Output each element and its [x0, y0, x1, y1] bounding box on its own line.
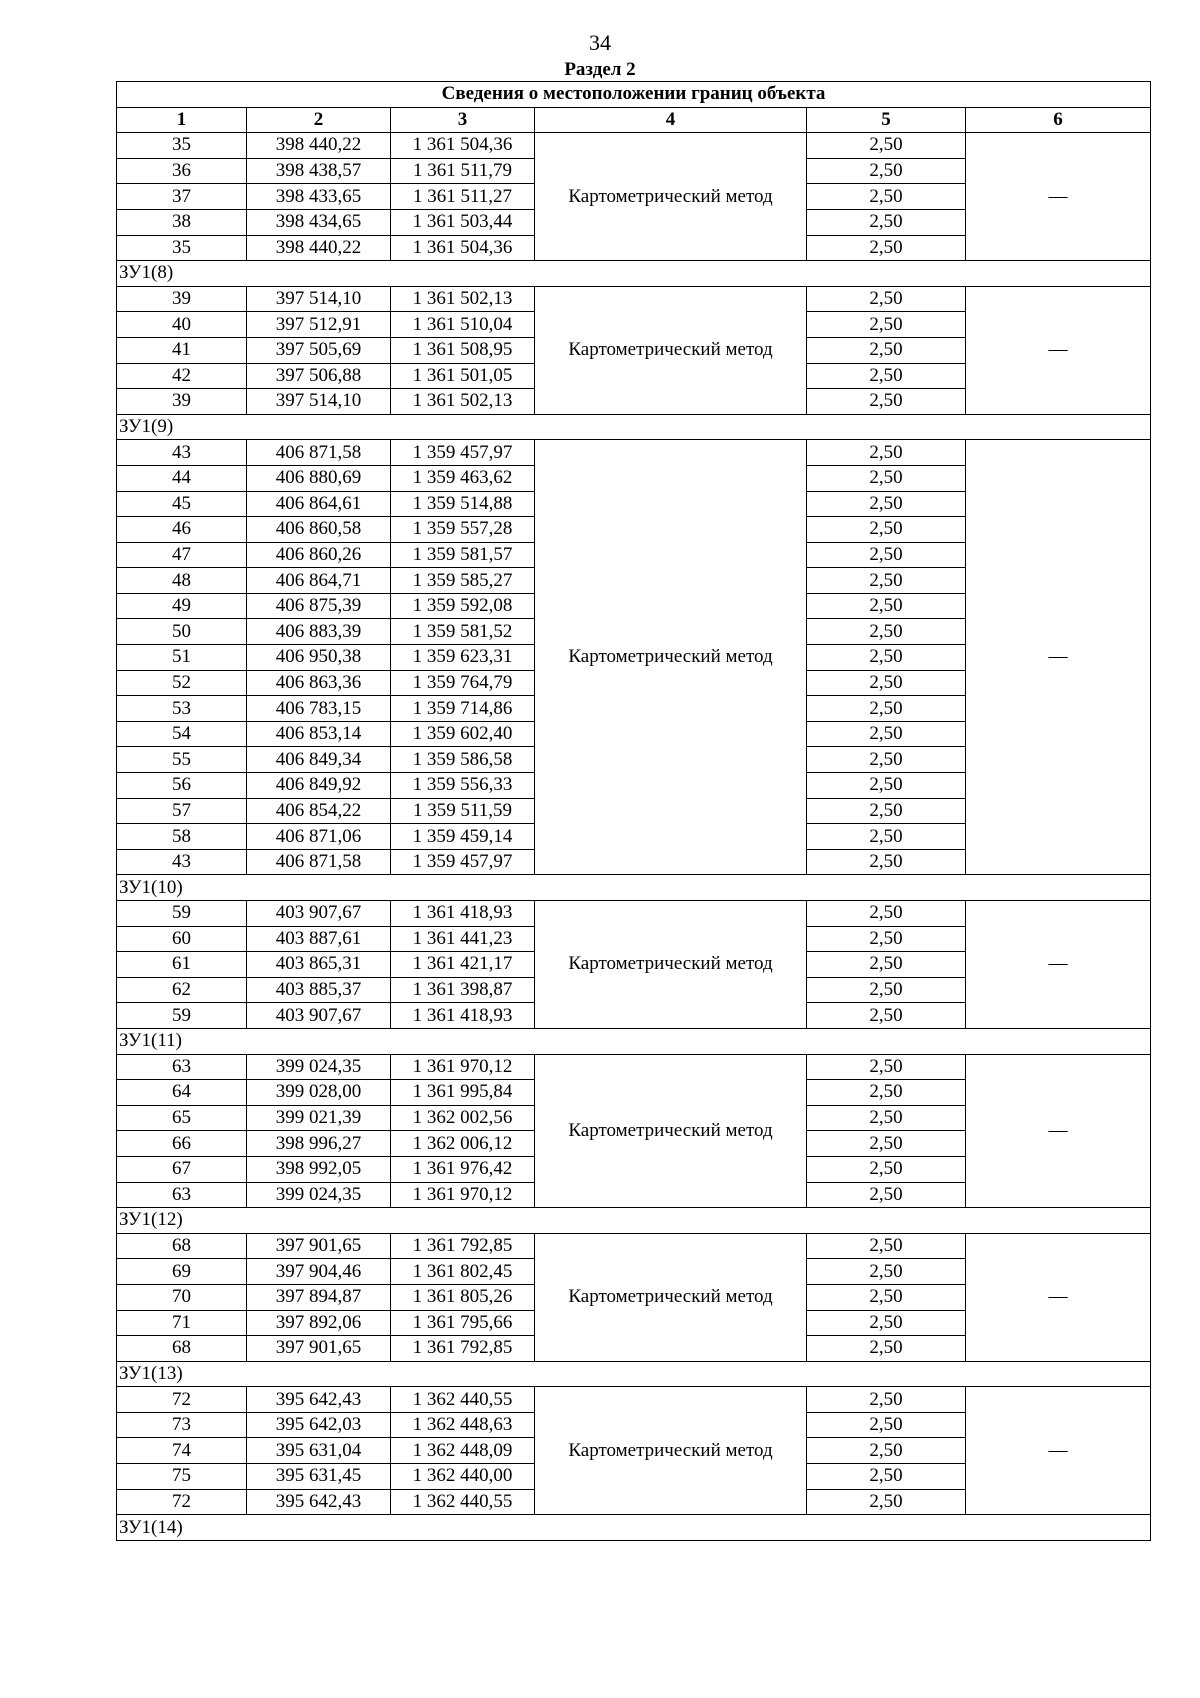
x-coordinate-cell: 397 904,46 — [247, 1259, 391, 1285]
accuracy-cell: 2,50 — [807, 1105, 966, 1131]
x-coordinate-cell: 406 871,58 — [247, 440, 391, 466]
table-caption: Сведения о местоположении границ объекта — [117, 82, 1151, 108]
point-number-cell: 35 — [117, 133, 247, 159]
column-number: 2 — [247, 107, 391, 133]
accuracy-cell: 2,50 — [807, 286, 966, 312]
column-number: 6 — [966, 107, 1151, 133]
x-coordinate-cell: 403 907,67 — [247, 1003, 391, 1029]
accuracy-cell: 2,50 — [807, 901, 966, 927]
x-coordinate-cell: 398 433,65 — [247, 184, 391, 210]
point-number-cell: 48 — [117, 568, 247, 594]
y-coordinate-cell: 1 362 448,63 — [391, 1412, 535, 1438]
accuracy-cell: 2,50 — [807, 1054, 966, 1080]
y-coordinate-cell: 1 361 976,42 — [391, 1156, 535, 1182]
accuracy-cell: 2,50 — [807, 773, 966, 799]
accuracy-cell: 2,50 — [807, 1438, 966, 1464]
accuracy-cell: 2,50 — [807, 312, 966, 338]
accuracy-cell: 2,50 — [807, 670, 966, 696]
point-number-cell: 46 — [117, 517, 247, 543]
point-number-cell: 49 — [117, 593, 247, 619]
accuracy-cell: 2,50 — [807, 1336, 966, 1362]
x-coordinate-cell: 398 438,57 — [247, 158, 391, 184]
accuracy-cell: 2,50 — [807, 184, 966, 210]
x-coordinate-cell: 397 514,10 — [247, 286, 391, 312]
group-label-row — [117, 261, 1151, 287]
note-cell: — — [966, 1054, 1151, 1208]
accuracy-cell: 2,50 — [807, 337, 966, 363]
accuracy-cell: 2,50 — [807, 952, 966, 978]
point-number-cell: 35 — [117, 235, 247, 261]
accuracy-cell: 2,50 — [807, 619, 966, 645]
x-coordinate-cell: 406 871,58 — [247, 849, 391, 875]
y-coordinate-cell: 1 361 418,93 — [391, 901, 535, 927]
caption-row — [117, 82, 1151, 108]
x-coordinate-cell: 406 863,36 — [247, 670, 391, 696]
y-coordinate-cell: 1 359 514,88 — [391, 491, 535, 517]
group-label-row — [117, 1028, 1151, 1054]
accuracy-cell: 2,50 — [807, 977, 966, 1003]
point-number-cell: 65 — [117, 1105, 247, 1131]
accuracy-cell: 2,50 — [807, 1489, 966, 1515]
group-label: ЗУ1(13) — [117, 1361, 1151, 1387]
point-number-cell: 68 — [117, 1233, 247, 1259]
table-row — [117, 133, 1151, 159]
point-number-cell: 66 — [117, 1131, 247, 1157]
point-number-cell: 40 — [117, 312, 247, 338]
y-coordinate-cell: 1 361 511,79 — [391, 158, 535, 184]
x-coordinate-cell: 406 950,38 — [247, 645, 391, 671]
table-row — [117, 901, 1151, 927]
point-number-cell: 59 — [117, 1003, 247, 1029]
y-coordinate-cell: 1 359 556,33 — [391, 773, 535, 799]
y-coordinate-cell: 1 362 440,00 — [391, 1464, 535, 1490]
table-row — [117, 1233, 1151, 1259]
point-number-cell: 73 — [117, 1412, 247, 1438]
method-cell: Картометрический метод — [535, 286, 807, 414]
y-coordinate-cell: 1 359 511,59 — [391, 798, 535, 824]
x-coordinate-cell: 399 024,35 — [247, 1182, 391, 1208]
x-coordinate-cell: 397 894,87 — [247, 1284, 391, 1310]
point-number-cell: 58 — [117, 824, 247, 850]
accuracy-cell: 2,50 — [807, 389, 966, 415]
point-number-cell: 59 — [117, 901, 247, 927]
y-coordinate-cell: 1 361 421,17 — [391, 952, 535, 978]
y-coordinate-cell: 1 361 805,26 — [391, 1284, 535, 1310]
x-coordinate-cell: 403 887,61 — [247, 926, 391, 952]
y-coordinate-cell: 1 359 557,28 — [391, 517, 535, 543]
point-number-cell: 36 — [117, 158, 247, 184]
y-coordinate-cell: 1 361 508,95 — [391, 337, 535, 363]
y-coordinate-cell: 1 361 970,12 — [391, 1182, 535, 1208]
table-row — [117, 1387, 1151, 1413]
group-label: ЗУ1(12) — [117, 1208, 1151, 1234]
y-coordinate-cell: 1 361 502,13 — [391, 286, 535, 312]
accuracy-cell: 2,50 — [807, 1284, 966, 1310]
point-number-cell: 63 — [117, 1182, 247, 1208]
point-number-cell: 37 — [117, 184, 247, 210]
group-label-row — [117, 875, 1151, 901]
point-number-cell: 43 — [117, 440, 247, 466]
point-number-cell: 44 — [117, 465, 247, 491]
y-coordinate-cell: 1 359 592,08 — [391, 593, 535, 619]
x-coordinate-cell: 397 901,65 — [247, 1233, 391, 1259]
accuracy-cell: 2,50 — [807, 593, 966, 619]
note-cell: — — [966, 286, 1151, 414]
method-cell: Картометрический метод — [535, 1387, 807, 1515]
point-number-cell: 75 — [117, 1464, 247, 1490]
accuracy-cell: 2,50 — [807, 491, 966, 517]
point-number-cell: 57 — [117, 798, 247, 824]
x-coordinate-cell: 397 892,06 — [247, 1310, 391, 1336]
point-number-cell: 55 — [117, 747, 247, 773]
point-number-cell: 67 — [117, 1156, 247, 1182]
x-coordinate-cell: 406 871,06 — [247, 824, 391, 850]
x-coordinate-cell: 406 849,34 — [247, 747, 391, 773]
y-coordinate-cell: 1 361 511,27 — [391, 184, 535, 210]
x-coordinate-cell: 398 440,22 — [247, 133, 391, 159]
method-cell: Картометрический метод — [535, 901, 807, 1029]
point-number-cell: 63 — [117, 1054, 247, 1080]
point-number-cell: 41 — [117, 337, 247, 363]
note-cell: — — [966, 901, 1151, 1029]
accuracy-cell: 2,50 — [807, 645, 966, 671]
page-number: 34 — [589, 30, 611, 55]
accuracy-cell: 2,50 — [807, 209, 966, 235]
point-number-cell: 56 — [117, 773, 247, 799]
column-number: 4 — [535, 107, 807, 133]
y-coordinate-cell: 1 359 714,86 — [391, 696, 535, 722]
y-coordinate-cell: 1 362 440,55 — [391, 1489, 535, 1515]
note-cell: — — [966, 1387, 1151, 1515]
point-number-cell: 68 — [117, 1336, 247, 1362]
point-number-cell: 69 — [117, 1259, 247, 1285]
group-label-row — [117, 1515, 1151, 1541]
point-number-cell: 43 — [117, 849, 247, 875]
y-coordinate-cell: 1 361 792,85 — [391, 1336, 535, 1362]
column-number: 5 — [807, 107, 966, 133]
accuracy-cell: 2,50 — [807, 1156, 966, 1182]
y-coordinate-cell: 1 361 792,85 — [391, 1233, 535, 1259]
point-number-cell: 45 — [117, 491, 247, 517]
point-number-cell: 72 — [117, 1387, 247, 1413]
x-coordinate-cell: 395 631,45 — [247, 1464, 391, 1490]
point-number-cell: 39 — [117, 389, 247, 415]
column-number-row — [117, 107, 1151, 133]
accuracy-cell: 2,50 — [807, 133, 966, 159]
accuracy-cell: 2,50 — [807, 1003, 966, 1029]
x-coordinate-cell: 395 642,43 — [247, 1387, 391, 1413]
y-coordinate-cell: 1 359 457,97 — [391, 849, 535, 875]
accuracy-cell: 2,50 — [807, 1080, 966, 1106]
x-coordinate-cell: 399 024,35 — [247, 1054, 391, 1080]
x-coordinate-cell: 406 864,71 — [247, 568, 391, 594]
y-coordinate-cell: 1 361 970,12 — [391, 1054, 535, 1080]
accuracy-cell: 2,50 — [807, 1182, 966, 1208]
accuracy-cell: 2,50 — [807, 696, 966, 722]
x-coordinate-cell: 397 901,65 — [247, 1336, 391, 1362]
x-coordinate-cell: 406 860,58 — [247, 517, 391, 543]
y-coordinate-cell: 1 359 581,52 — [391, 619, 535, 645]
point-number-cell: 61 — [117, 952, 247, 978]
accuracy-cell: 2,50 — [807, 440, 966, 466]
x-coordinate-cell: 399 028,00 — [247, 1080, 391, 1106]
accuracy-cell: 2,50 — [807, 1387, 966, 1413]
y-coordinate-cell: 1 361 795,66 — [391, 1310, 535, 1336]
point-number-cell: 51 — [117, 645, 247, 671]
point-number-cell: 60 — [117, 926, 247, 952]
y-coordinate-cell: 1 361 802,45 — [391, 1259, 535, 1285]
x-coordinate-cell: 397 512,91 — [247, 312, 391, 338]
y-coordinate-cell: 1 361 441,23 — [391, 926, 535, 952]
note-cell: — — [966, 440, 1151, 875]
accuracy-cell: 2,50 — [807, 721, 966, 747]
x-coordinate-cell: 403 885,37 — [247, 977, 391, 1003]
point-number-cell: 74 — [117, 1438, 247, 1464]
y-coordinate-cell: 1 361 502,13 — [391, 389, 535, 415]
note-cell: — — [966, 1233, 1151, 1361]
x-coordinate-cell: 406 854,22 — [247, 798, 391, 824]
y-coordinate-cell: 1 362 006,12 — [391, 1131, 535, 1157]
y-coordinate-cell: 1 361 501,05 — [391, 363, 535, 389]
group-label-row — [117, 1361, 1151, 1387]
y-coordinate-cell: 1 359 623,31 — [391, 645, 535, 671]
x-coordinate-cell: 406 860,26 — [247, 542, 391, 568]
x-coordinate-cell: 406 853,14 — [247, 721, 391, 747]
x-coordinate-cell: 395 642,43 — [247, 1489, 391, 1515]
x-coordinate-cell: 395 631,04 — [247, 1438, 391, 1464]
point-number-cell: 42 — [117, 363, 247, 389]
x-coordinate-cell: 398 440,22 — [247, 235, 391, 261]
x-coordinate-cell: 406 849,92 — [247, 773, 391, 799]
method-cell: Картометрический метод — [535, 1233, 807, 1361]
x-coordinate-cell: 406 783,15 — [247, 696, 391, 722]
point-number-cell: 64 — [117, 1080, 247, 1106]
x-coordinate-cell: 398 996,27 — [247, 1131, 391, 1157]
point-number-cell: 50 — [117, 619, 247, 645]
point-number-cell: 62 — [117, 977, 247, 1003]
table-row — [117, 286, 1151, 312]
accuracy-cell: 2,50 — [807, 542, 966, 568]
y-coordinate-cell: 1 362 448,09 — [391, 1438, 535, 1464]
point-number-cell: 39 — [117, 286, 247, 312]
x-coordinate-cell: 406 883,39 — [247, 619, 391, 645]
x-coordinate-cell: 398 992,05 — [247, 1156, 391, 1182]
accuracy-cell: 2,50 — [807, 465, 966, 491]
y-coordinate-cell: 1 359 459,14 — [391, 824, 535, 850]
note-cell: — — [966, 133, 1151, 261]
column-number: 3 — [391, 107, 535, 133]
table-row — [117, 1054, 1151, 1080]
accuracy-cell: 2,50 — [807, 1464, 966, 1490]
accuracy-cell: 2,50 — [807, 1259, 966, 1285]
accuracy-cell: 2,50 — [807, 849, 966, 875]
y-coordinate-cell: 1 359 457,97 — [391, 440, 535, 466]
x-coordinate-cell: 395 642,03 — [247, 1412, 391, 1438]
x-coordinate-cell: 403 865,31 — [247, 952, 391, 978]
group-label: ЗУ1(10) — [117, 875, 1151, 901]
boundary-table — [116, 81, 1151, 1541]
table-body — [117, 82, 1151, 1541]
group-label: ЗУ1(9) — [117, 414, 1151, 440]
accuracy-cell: 2,50 — [807, 158, 966, 184]
point-number-cell: 72 — [117, 1489, 247, 1515]
accuracy-cell: 2,50 — [807, 1233, 966, 1259]
accuracy-cell: 2,50 — [807, 1310, 966, 1336]
method-cell: Картометрический метод — [535, 1054, 807, 1208]
accuracy-cell: 2,50 — [807, 363, 966, 389]
section-title: Раздел 2 — [564, 59, 636, 80]
x-coordinate-cell: 399 021,39 — [247, 1105, 391, 1131]
y-coordinate-cell: 1 359 764,79 — [391, 670, 535, 696]
group-label-row — [117, 414, 1151, 440]
column-number: 1 — [117, 107, 247, 133]
accuracy-cell: 2,50 — [807, 1412, 966, 1438]
x-coordinate-cell: 406 864,61 — [247, 491, 391, 517]
y-coordinate-cell: 1 361 510,04 — [391, 312, 535, 338]
accuracy-cell: 2,50 — [807, 926, 966, 952]
x-coordinate-cell: 406 880,69 — [247, 465, 391, 491]
point-number-cell: 38 — [117, 209, 247, 235]
accuracy-cell: 2,50 — [807, 1131, 966, 1157]
x-coordinate-cell: 406 875,39 — [247, 593, 391, 619]
group-label: ЗУ1(8) — [117, 261, 1151, 287]
point-number-cell: 53 — [117, 696, 247, 722]
group-label: ЗУ1(11) — [117, 1028, 1151, 1054]
x-coordinate-cell: 403 907,67 — [247, 901, 391, 927]
y-coordinate-cell: 1 361 418,93 — [391, 1003, 535, 1029]
y-coordinate-cell: 1 362 002,56 — [391, 1105, 535, 1131]
y-coordinate-cell: 1 359 585,27 — [391, 568, 535, 594]
accuracy-cell: 2,50 — [807, 798, 966, 824]
x-coordinate-cell: 397 506,88 — [247, 363, 391, 389]
y-coordinate-cell: 1 361 398,87 — [391, 977, 535, 1003]
accuracy-cell: 2,50 — [807, 568, 966, 594]
point-number-cell: 54 — [117, 721, 247, 747]
table-row — [117, 440, 1151, 466]
method-cell: Картометрический метод — [535, 133, 807, 261]
group-label-row — [117, 1208, 1151, 1234]
y-coordinate-cell: 1 361 504,36 — [391, 235, 535, 261]
accuracy-cell: 2,50 — [807, 824, 966, 850]
x-coordinate-cell: 397 514,10 — [247, 389, 391, 415]
y-coordinate-cell: 1 359 586,58 — [391, 747, 535, 773]
x-coordinate-cell: 397 505,69 — [247, 337, 391, 363]
point-number-cell: 71 — [117, 1310, 247, 1336]
point-number-cell: 47 — [117, 542, 247, 568]
method-cell: Картометрический метод — [535, 440, 807, 875]
y-coordinate-cell: 1 362 440,55 — [391, 1387, 535, 1413]
x-coordinate-cell: 398 434,65 — [247, 209, 391, 235]
y-coordinate-cell: 1 361 504,36 — [391, 133, 535, 159]
y-coordinate-cell: 1 359 463,62 — [391, 465, 535, 491]
y-coordinate-cell: 1 359 602,40 — [391, 721, 535, 747]
accuracy-cell: 2,50 — [807, 235, 966, 261]
group-label: ЗУ1(14) — [117, 1515, 1151, 1541]
point-number-cell: 52 — [117, 670, 247, 696]
y-coordinate-cell: 1 361 995,84 — [391, 1080, 535, 1106]
accuracy-cell: 2,50 — [807, 517, 966, 543]
y-coordinate-cell: 1 359 581,57 — [391, 542, 535, 568]
accuracy-cell: 2,50 — [807, 747, 966, 773]
y-coordinate-cell: 1 361 503,44 — [391, 209, 535, 235]
point-number-cell: 70 — [117, 1284, 247, 1310]
